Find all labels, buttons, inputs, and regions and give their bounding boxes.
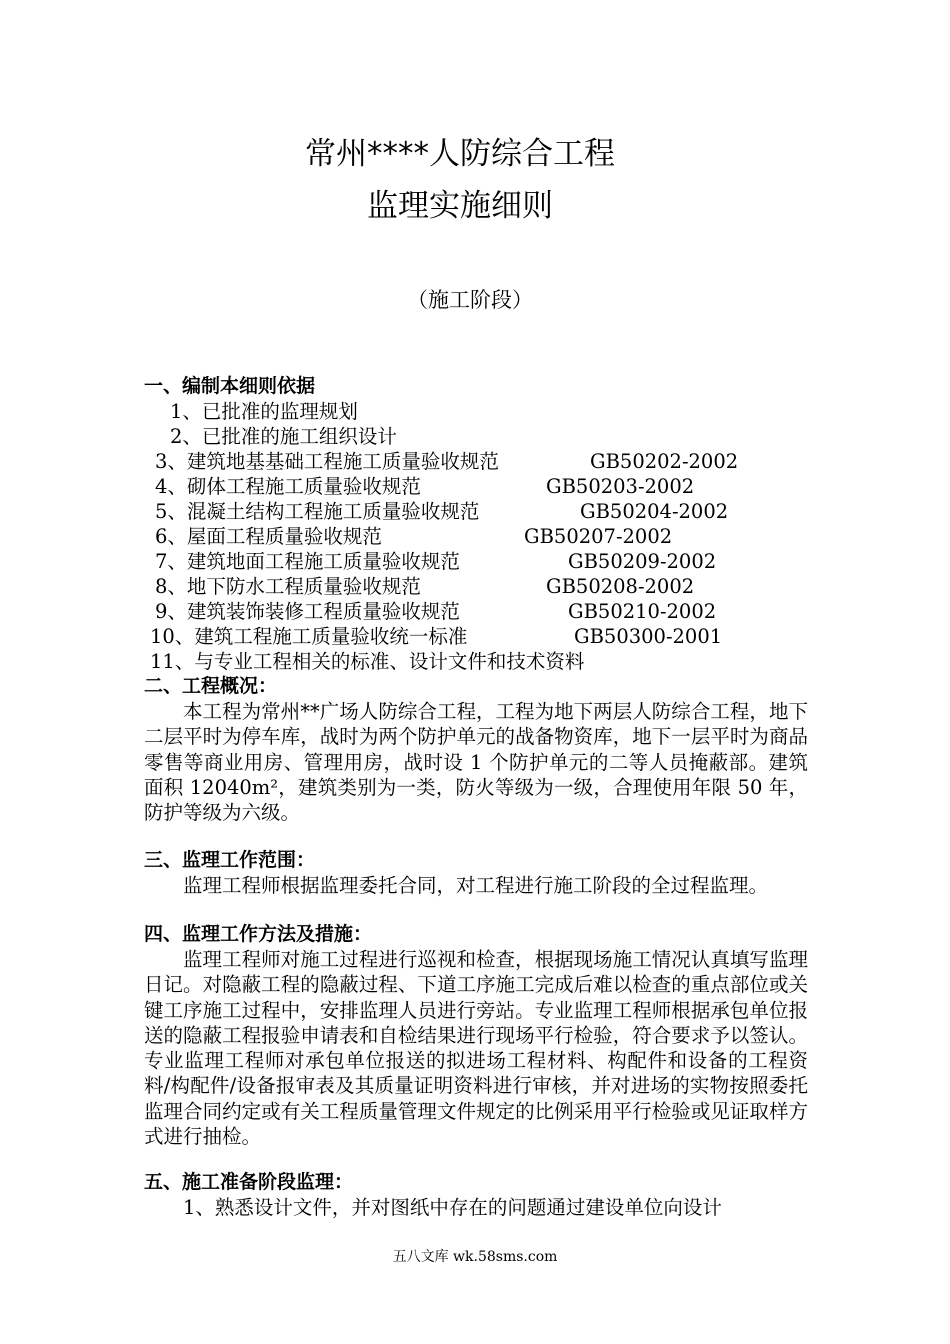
basis-item-6: 6、屋面工程质量验收规范 <box>155 525 382 548</box>
basis-item-8-code: GB50208-2002 <box>546 575 695 598</box>
document-title-line1: 常州****人防综合工程 <box>305 136 615 172</box>
basis-item-7-code: GB50209-2002 <box>568 550 717 573</box>
basis-item-11: 11、与专业工程相关的标准、设计文件和技术资料 <box>150 650 585 673</box>
basis-item-5-code: GB50204-2002 <box>580 500 729 523</box>
basis-item-2: 2、已批准的施工组织设计 <box>170 425 397 448</box>
basis-item-7: 7、建筑地面工程施工质量验收规范 <box>155 550 460 573</box>
basis-item-6-code: GB50207-2002 <box>524 525 673 548</box>
basis-item-5: 5、混凝土结构工程施工质量验收规范 <box>155 500 480 523</box>
project-overview-paragraph: 本工程为常州**广场人防综合工程，工程为地下两层人防综合工程，地下二层平时为停车库，战时为两个防护单元的战备物资库，地下一层平时为商品零售等商业用房、管理用房，战时设 1 个防护单元的二等人员掩蔽部。建筑面积 12040m²，建筑类别为一类，防火等级为一级，合理使用年限 50 年，防护等级为六级。 <box>144 700 808 825</box>
scope-paragraph: 监理工程师根据监理委托合同，对工程进行施工阶段的全过程监理。 <box>183 874 769 897</box>
methods-paragraph: 监理工程师对施工过程进行巡视和检查，根据现场施工情况认真填写监理日记。对隐蔽工程的隐蔽过程、下道工序施工完成后难以检查的重点部位或关键工序施工过程中，安排监理人员进行旁站。专业监理工程师根据承包单位报送的隐蔽工程报验申请表和自检结果进行现场平行检验，符合要求予以签认。专业监理工程师对承包单位报送的拟进场工程材料、构配件和设备的工程资料/构配件/设备报审表及其质量证明资料进行审核，并对进场的实物按照委托监理合同约定或有关工程质量管理文件规定的比例采用平行检验或见证取样方式进行抽检。 <box>144 948 808 1149</box>
basis-item-8: 8、地下防水工程质量验收规范 <box>155 575 421 598</box>
basis-item-3: 3、建筑地基基础工程施工质量验收规范 <box>155 450 499 473</box>
section2-heading: 二、工程概况： <box>144 675 278 697</box>
footer-watermark: 五八文库 wk.58sms.com <box>392 1249 558 1265</box>
section1-heading: 一、编制本细则依据 <box>144 375 316 397</box>
document-title-line2: 监理实施细则 <box>367 188 553 224</box>
basis-item-10-code: GB50300-2001 <box>574 625 723 648</box>
section3-heading: 三、监理工作范围： <box>144 849 316 871</box>
section5-heading: 五、施工准备阶段监理： <box>144 1171 354 1193</box>
basis-item-3-code: GB50202-2002 <box>590 450 739 473</box>
basis-item-1: 1、已批准的监理规划 <box>170 400 358 423</box>
preparation-paragraph: 1、熟悉设计文件，并对图纸中存在的问题通过建设单位向设计 <box>183 1196 722 1219</box>
section4-heading: 四、监理工作方法及措施： <box>144 923 373 945</box>
basis-item-4: 4、砌体工程施工质量验收规范 <box>155 475 421 498</box>
basis-item-9-code: GB50210-2002 <box>568 600 717 623</box>
basis-item-10: 10、建筑工程施工质量验收统一标准 <box>150 625 468 648</box>
stage-subtitle: （施工阶段） <box>407 288 533 312</box>
basis-item-4-code: GB50203-2002 <box>546 475 695 498</box>
basis-item-9: 9、建筑装饰装修工程质量验收规范 <box>155 600 460 623</box>
